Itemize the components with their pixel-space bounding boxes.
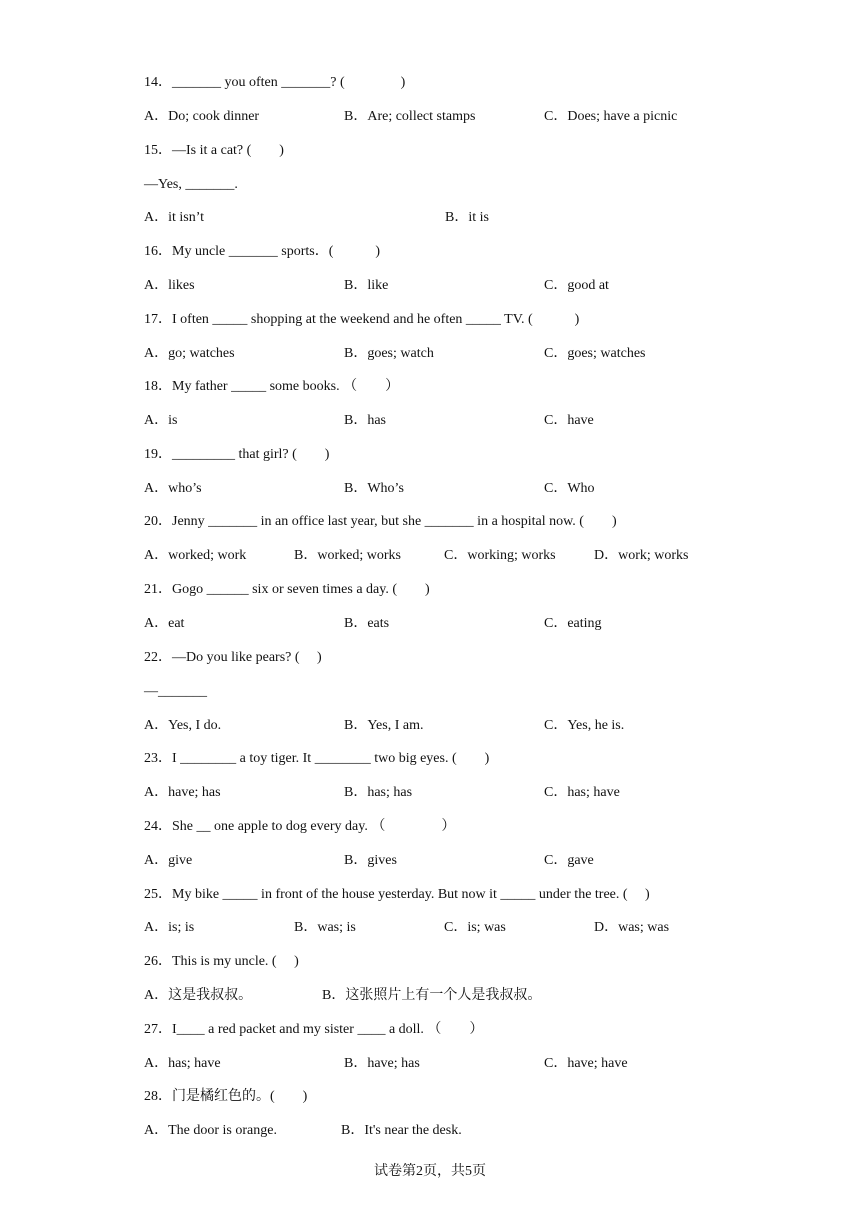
q16-option-a: A．likes [144, 278, 195, 293]
q27-option-b: B．have; has [344, 1056, 420, 1071]
q23-option-b: B．has; has [344, 785, 413, 800]
q21-option-a: A．eat [144, 616, 185, 631]
q24-option-a: A．give [144, 853, 193, 868]
question-14-stem: 14．_______ you often _______? ( ) [144, 75, 406, 90]
question-18-stem: 18．My father _____ some books. （ ） [144, 379, 400, 394]
question-19-stem: 19．_________ that girl? ( ) [144, 447, 330, 462]
q22-option-b: B．Yes, I am. [344, 718, 424, 733]
question-28-stem: 28．门是橘红色的。( ) [144, 1089, 308, 1104]
q17-option-a: A．go; watches [144, 346, 235, 361]
q22-option-c: C．Yes, he is. [544, 718, 625, 733]
q16-option-b: B．like [344, 278, 389, 293]
page-footer: 试卷第2页，共5页 [374, 1164, 486, 1179]
q14-option-b: B．Are; collect stamps [344, 109, 476, 124]
question-22-stem: 22．—Do you like pears? ( ) [144, 650, 322, 665]
q25-option-b: B．was; is [294, 920, 356, 935]
q27-option-c: C．have; have [544, 1056, 628, 1071]
question-21-stem: 21．Gogo ______ six or seven times a day. ( ) [144, 582, 430, 597]
question-23-stem: 23．I ________ a toy tiger. It ________ two big eyes. ( ) [144, 751, 490, 766]
q23-option-c: C．has; have [544, 785, 620, 800]
question-25-stem: 25．My bike _____ in front of the house yesterday. But now it _____ under the tree. ( ) [144, 887, 650, 902]
q15-option-b: B．it is [445, 210, 489, 225]
q21-option-b: B．eats [344, 616, 390, 631]
q16-option-c: C．good at [544, 278, 609, 293]
q14-option-c: C．Does; have a picnic [544, 109, 678, 124]
q18-option-a: A．is [144, 413, 178, 428]
q14-option-a: A．Do; cook dinner [144, 109, 260, 124]
q26-option-a: A．这是我叔叔。 [144, 988, 253, 1003]
question-16-stem: 16．My uncle _______ sports．( ) [144, 244, 381, 259]
q25-option-c: C．is; was [444, 920, 506, 935]
q28-option-b: B．It's near the desk. [341, 1123, 462, 1138]
q21-option-c: C．eating [544, 616, 602, 631]
q19-option-b: B．Who’s [344, 481, 404, 496]
q25-option-d: D．was; was [594, 920, 670, 935]
q17-option-c: C．goes; watches [544, 346, 646, 361]
q17-option-b: B．goes; watch [344, 346, 434, 361]
question-20-stem: 20．Jenny _______ in an office last year, but she _______ in a hospital now. ( ) [144, 514, 617, 529]
q26-option-b: B．这张照片上有一个人是我叔叔。 [322, 988, 542, 1003]
q22-option-a: A．Yes, I do. [144, 718, 222, 733]
q28-option-a: A．The door is orange. [144, 1123, 277, 1138]
q20-option-b: B．worked; works [294, 548, 401, 563]
q24-option-b: B．gives [344, 853, 397, 868]
q23-option-a: A．have; has [144, 785, 221, 800]
question-17-stem: 17．I often _____ shopping at the weekend and he often _____ TV. ( ) [144, 312, 580, 327]
question-15-answer-line: —Yes, _______. [144, 177, 238, 192]
q20-option-d: D．work; works [594, 548, 689, 563]
question-15-stem: 15．—Is it a cat? ( ) [144, 143, 284, 158]
q27-option-a: A．has; have [144, 1056, 221, 1071]
q25-option-a: A．is; is [144, 920, 195, 935]
question-26-stem: 26．This is my uncle. ( ) [144, 954, 299, 969]
q19-option-c: C．Who [544, 481, 595, 496]
q20-option-c: C．working; works [444, 548, 556, 563]
question-22-answer-line: —_______ [144, 684, 207, 699]
question-24-stem: 24．She __ one apple to dog every day. （ ） [144, 819, 456, 834]
q24-option-c: C．gave [544, 853, 594, 868]
q18-option-c: C．have [544, 413, 594, 428]
q19-option-a: A．who’s [144, 481, 202, 496]
q18-option-b: B．has [344, 413, 386, 428]
q20-option-a: A．worked; work [144, 548, 247, 563]
question-27-stem: 27．I____ a red packet and my sister ____ a doll. （ ） [144, 1022, 484, 1037]
q15-option-a: A．it isn’t [144, 210, 205, 225]
